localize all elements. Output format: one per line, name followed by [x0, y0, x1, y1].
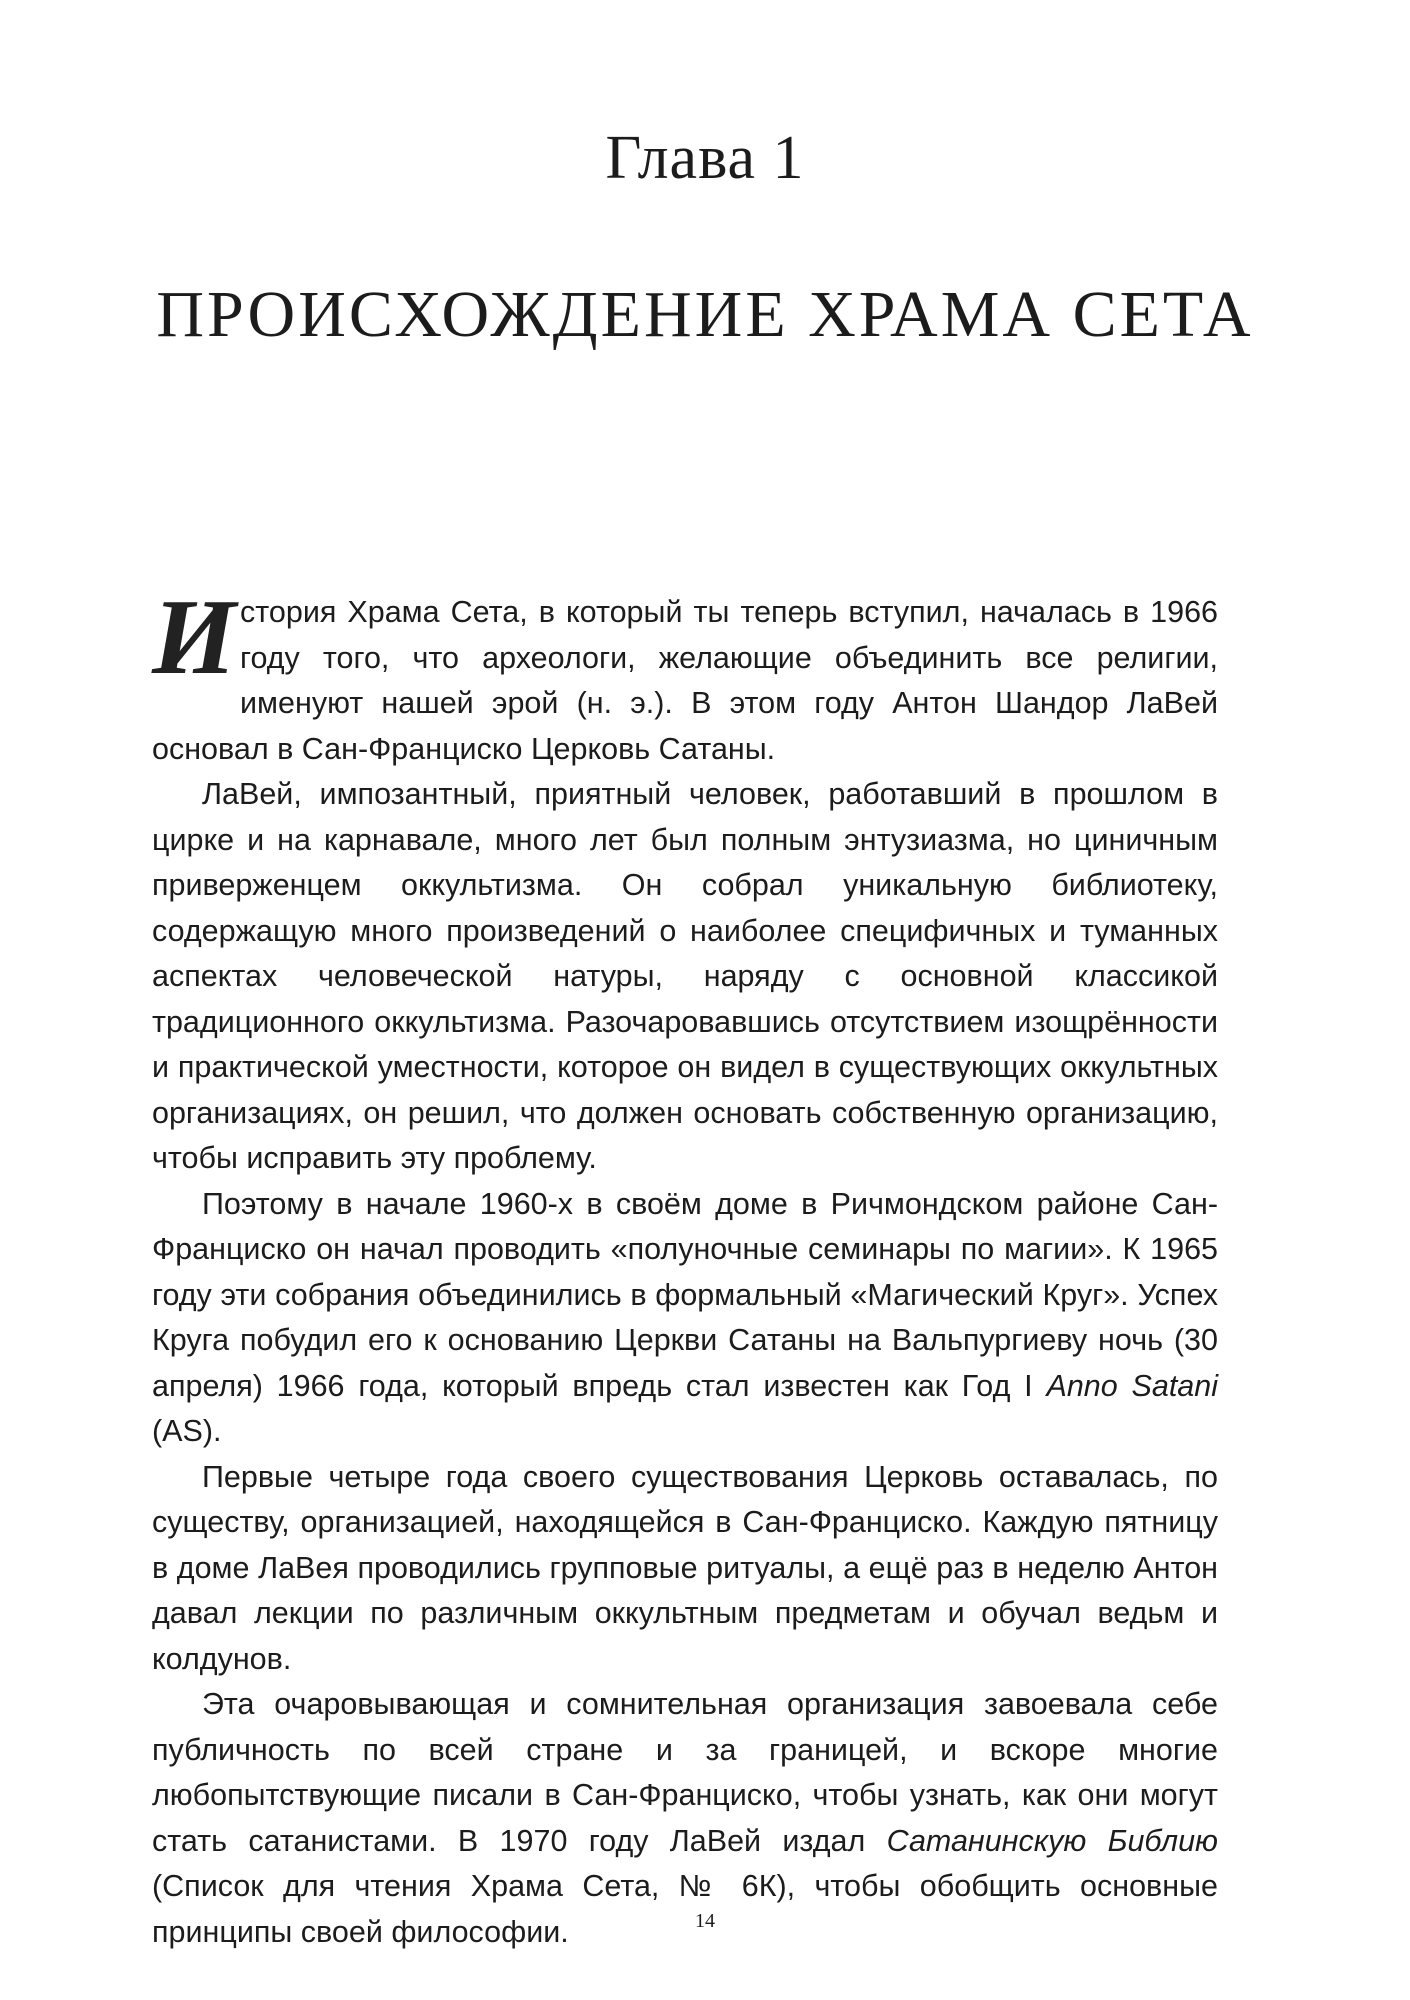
drop-cap: И	[152, 578, 237, 697]
paragraph-1-text: стория Храма Сета, в который ты теперь вступил, началась в 1966 году того, что археологи, желающие объединить все религии, именуют нашей эрой (н. э.). В этом году Антон Шандор ЛаВей основал в Сан-Франциско Церковь Сатаны.	[152, 595, 1218, 766]
chapter-title: ПРОИСХОЖДЕНИЕ ХРАМА СЕТА	[156, 278, 1254, 351]
paragraph-3-italic: Anno Satani	[1046, 1368, 1219, 1403]
paragraph-1	[152, 578, 1218, 772]
paragraph-5-italic: Сатанинскую Библию	[886, 1823, 1218, 1858]
paragraph-3-text-start: Поэтому в начале 1960-х в своём доме в Ричмондском районе Сан-Франциско он начал проводить «полуночные семинары по магии». К 1965 году эти собрания объединились в формальный «Магический Круг». Успех Круга побудил его к основанию Церкви Сатаны на Вальпургиеву ночь (30 апреля) 1966 года, который впредь стал известен как Год I	[152, 1186, 1218, 1403]
paragraph-4: Первые четыре года своего существования Церковь оставалась, по существу, организацией, находящейся в Сан-Франциско. Каждую пятницу в доме ЛаВея проводились групповые ритуалы, а ещё раз в неделю Антон давал лекции по различным оккультным предметам и обучал ведьм и колдунов.	[152, 1459, 1218, 1676]
paragraph-5-text-end: (Список для чтения Храма Сета, № 6К), чтобы обобщить основные принципы своей философии.	[152, 1869, 1218, 1949]
paragraph-2: ЛаВей, импозантный, приятный человек, работавший в прошлом в цирке и на карнавале, много лет был полным энтузиазма, но циничным приверженцем оккультизма. Он собрал уникальную библиотеку, содержащую много произведений о наиболее специфичных и туманных аспектах человеческой натуры, наряду с основной классикой традиционного оккультизма. Разочаровавшись отсутствием изощрённости и практической уместности, которое он видел в существующих оккультных организациях, он решил, что должен основать собственную организацию, чтобы исправить эту проблему.	[152, 777, 1218, 1175]
paragraph-5-text-start: Эта очаровывающая и сомнительная организация завоевала себе публичность по всей стране и за границей, и вскоре многие любопытствующие писали в Сан-Франциско, чтобы узнать, как они могут стать сатанистами. В 1970 году ЛаВей издал	[152, 1687, 1218, 1858]
page-number: 14	[695, 1910, 715, 1932]
chapter-label: Глава 1	[605, 124, 805, 192]
body-text	[152, 578, 1219, 1955]
paragraph-3	[152, 1182, 1218, 1455]
paragraph-3-text-end: (AS).	[152, 1414, 222, 1448]
